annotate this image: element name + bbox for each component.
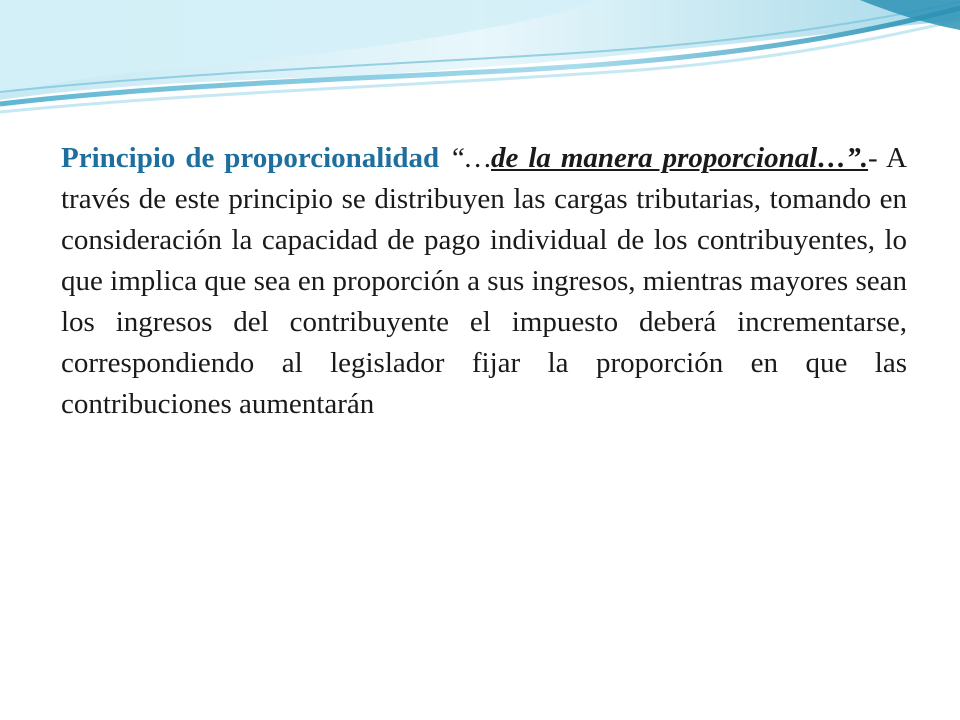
decorative-wave-header xyxy=(0,0,960,130)
principle-body: - A través de este principio se distribuyen las cargas tributarias, tomando en consideración la capacidad de pago individual de los contribuyentes, lo que implica que sea en proporción a sus ingresos, mientras mayores sean los ingresos del contribuyente el impuesto deberá incrementarse, correspondiendo al legislador fijar la proporción en que las contribuciones aumentarán xyxy=(61,142,907,420)
quoted-phrase: de la manera proporcional…”. xyxy=(491,142,869,174)
open-quote: “… xyxy=(439,142,492,174)
principle-paragraph xyxy=(61,138,907,425)
principle-title: Principio de proporcionalidad xyxy=(61,142,440,174)
